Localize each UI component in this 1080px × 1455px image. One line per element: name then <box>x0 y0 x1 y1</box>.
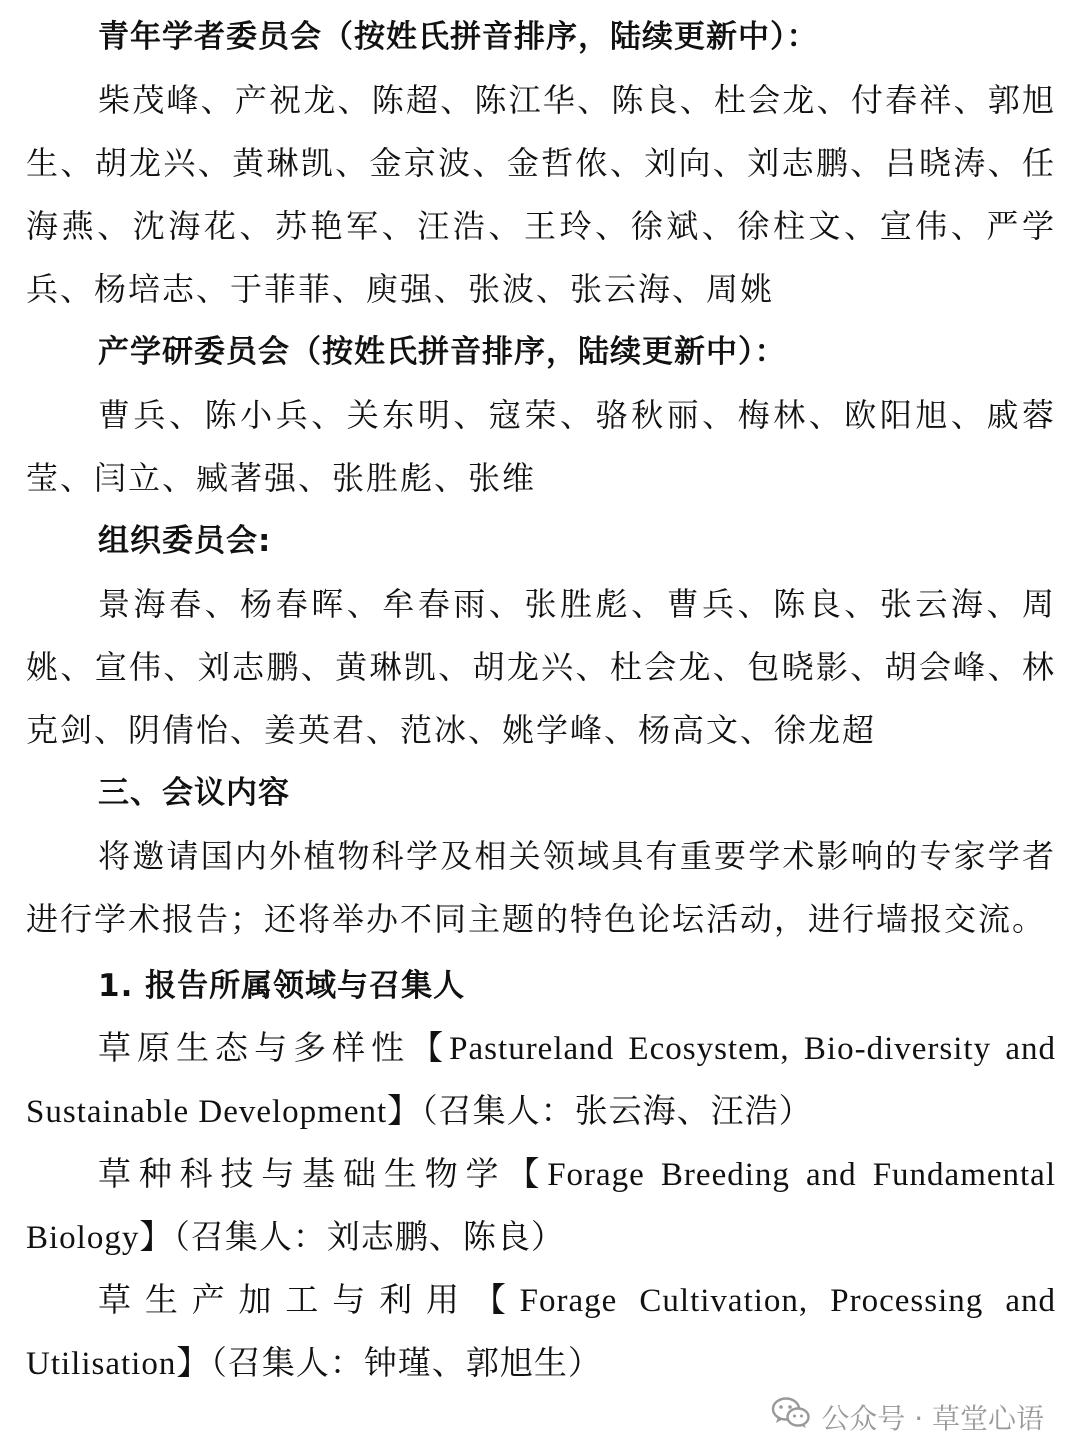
report-field-1: 草原生态与多样性【Pastureland Ecosystem, Bio-diversity and Sustainable Development】（召集人：张云海、汪浩） <box>26 1031 1056 1130</box>
organizing-committee-heading: 组织委员会: <box>98 523 272 559</box>
watermark <box>771 1396 1044 1437</box>
industry-committee-heading: 产学研委员会（按姓氏拼音排序，陆续更新中）： <box>98 334 787 370</box>
report-field-3: 草生产加工与利用【Forage Cultivation, Processing and Utilisation】（召集人：钟瑾、郭旭生） <box>26 1283 1056 1382</box>
industry-committee-names: 曹兵、陈小兵、关东明、寇荣、骆秋丽、梅林、欧阳旭、戚蓉莹、闫立、臧著强、张胜彪、张维 <box>26 396 1056 497</box>
youth-committee-names: 柴茂峰、产祝龙、陈超、陈江华、陈良、杜会龙、付春祥、郭旭生、胡龙兴、黄琳凯、金京波、金哲侬、刘向、刘志鹏、吕晓涛、任海燕、沈海花、苏艳军、汪浩、王玲、徐斌、徐柱文、宣伟、严学兵、杨培志、于菲菲、庾强、张波、张云海、周姚 <box>26 81 1056 308</box>
youth-committee-heading: 青年学者委员会（按姓氏拼音排序，陆续更新中）： <box>98 19 819 55</box>
report-field-2: 草种科技与基础生物学【Forage Breeding and Fundamental Biology】（召集人：刘志鹏、陈良） <box>26 1157 1056 1256</box>
watermark-text: 公众号 · 草堂心语 <box>821 1401 1044 1435</box>
organizing-committee-names: 景海春、杨春晖、牟春雨、张胜彪、曹兵、陈良、张云海、周姚、宣伟、刘志鹏、黄琳凯、胡龙兴、杜会龙、包晓影、胡会峰、林克剑、阴倩怡、姜英君、范冰、姚学峰、杨高文、徐龙超 <box>26 585 1056 749</box>
section-3-heading: 三、会议内容 <box>98 775 290 811</box>
wechat-icon <box>771 1396 811 1437</box>
document-body <box>26 6 1056 1396</box>
subsection-1-heading: 1. 报告所属领域与召集人 <box>98 968 466 1004</box>
section-3-text: 将邀请国内外植物科学及相关领域具有重要学术影响的专家学者进行学术报告；还将举办不同主题的特色论坛活动，进行墙报交流。 <box>26 837 1056 938</box>
